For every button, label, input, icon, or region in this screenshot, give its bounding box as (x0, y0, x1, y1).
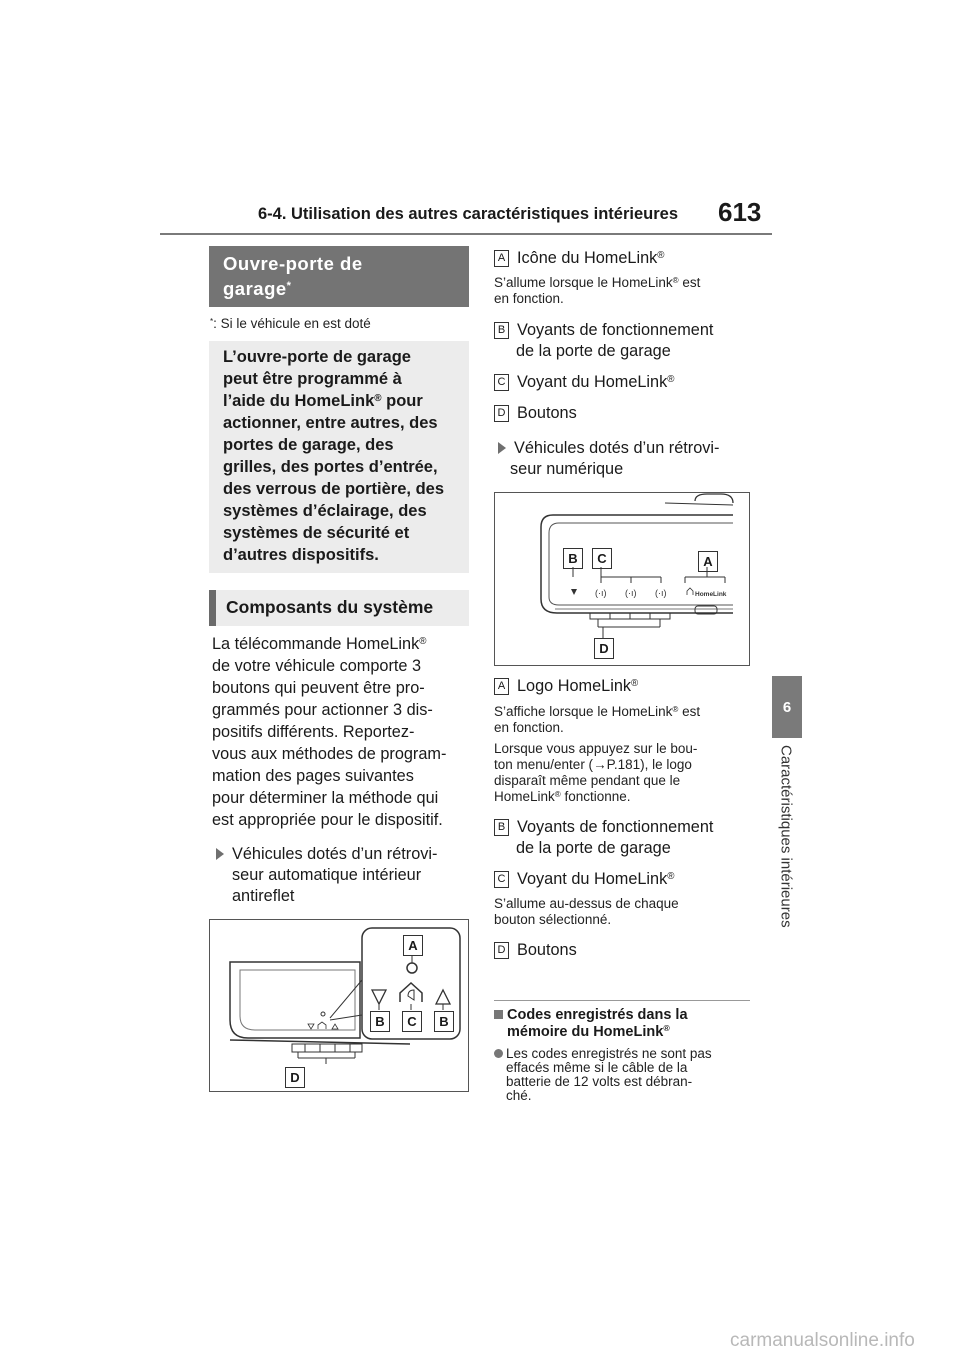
note-line: ché. (506, 1088, 532, 1103)
desc-part: Lorsque vous appuyez sur le bou- (494, 741, 698, 756)
legend-item-b (494, 320, 750, 362)
note-text: Les codes enregistrés ne sont pas (506, 1046, 712, 1061)
desc-part: en fonction. (494, 291, 564, 306)
registered-mark: ® (657, 249, 665, 261)
svg-text:(·ı): (·ı) (595, 588, 607, 598)
section-title-text (223, 253, 363, 299)
legend-item-c (494, 869, 750, 890)
subhead-line: antireflet (232, 887, 295, 905)
body-line-part: La télécommande HomeLink (212, 635, 420, 653)
body-line: de votre véhicule comporte 3 (212, 657, 422, 675)
svg-text:(·ı): (·ı) (625, 588, 637, 598)
figure-auto-dimming-mirror (209, 919, 469, 1092)
section-title-garage-door (209, 246, 469, 307)
legend-desc (494, 741, 750, 805)
section-title-line2: garage (223, 278, 287, 299)
subhead-text: Véhicules dotés d’un rétrovi- (514, 439, 720, 457)
registered-mark: ® (631, 677, 639, 689)
desc-part: P.181), le logo (606, 757, 692, 772)
legend-label: Icône du HomeLink (517, 249, 658, 267)
square-bullet-icon (494, 1010, 503, 1019)
legend-item-c (494, 372, 750, 393)
intro-line: d’autres dispositifs. (223, 546, 379, 564)
letter-badge: B (494, 322, 509, 339)
body-line: vous aux méthodes de program- (212, 745, 447, 763)
intro-line: actionner, entre autres, des (223, 414, 438, 432)
desc-part: disparaît même pendant que le (494, 773, 681, 788)
intro-box (209, 341, 469, 573)
triangle-bullet-icon (216, 848, 224, 860)
legend-item-a (494, 676, 750, 697)
body-line: mation des pages suivantes (212, 767, 414, 785)
digital-mirror-illustration (495, 493, 749, 665)
legend-item-d (494, 403, 750, 424)
intro-line-part: pour (381, 392, 423, 410)
chapter-tab: 6 (772, 676, 802, 738)
desc-part: ton menu/enter ( (494, 757, 594, 772)
mirror-illustration (210, 920, 468, 1091)
letter-badge: D (494, 942, 509, 959)
legend-label: Voyant du HomeLink (517, 373, 668, 391)
body-line: pour déterminer la méthode qui (212, 789, 439, 807)
legend-label: Voyant du HomeLink (517, 870, 668, 888)
body-line: boutons qui peuvent être pro- (212, 679, 425, 697)
subhead-line: seur numérique (510, 460, 624, 478)
registered-mark: ® (374, 392, 382, 404)
chapter-label-text: Caractéristiques intérieures (777, 745, 795, 928)
letter-badge: C (494, 374, 509, 391)
subhead-digital-mirror (494, 438, 750, 480)
footnote (210, 316, 371, 331)
subhead-text: Véhicules dotés d’un rétrovi- (232, 845, 438, 863)
legend-label: Boutons (517, 941, 577, 959)
body-line: positifs différents. Reportez- (212, 723, 415, 741)
legend-list-1 (494, 248, 750, 480)
legend-item-a (494, 248, 750, 269)
intro-line: peut être programmé à (223, 370, 402, 388)
note-title-part: Codes enregistrés dans la (507, 1007, 688, 1023)
footnote-text: : Si le véhicule en est doté (213, 316, 371, 331)
callout-c: C (402, 1011, 422, 1032)
figure-digital-mirror (494, 492, 750, 666)
note-line: batterie de 12 volts est débran- (506, 1074, 693, 1089)
legend-desc (494, 704, 750, 736)
section-title-line1: Ouvre-porte de (223, 253, 363, 274)
svg-text:(·ı): (·ı) (655, 588, 667, 598)
desc-part: HomeLink (494, 789, 555, 804)
note-line (494, 1047, 754, 1061)
subhead-line (498, 438, 750, 459)
arrow-icon: → (593, 757, 607, 772)
note-divider (494, 1000, 750, 1001)
desc-part: bouton sélectionné. (494, 912, 612, 927)
section-title-sup: * (286, 279, 292, 292)
round-bullet-icon (494, 1049, 503, 1058)
intro-line (223, 390, 459, 412)
registered-mark: ® (667, 373, 675, 385)
desc-part: en fonction. (494, 720, 564, 735)
note-line: effacés même si le câble de la (506, 1060, 688, 1075)
callout-c: C (592, 548, 612, 569)
note-title (494, 1007, 754, 1041)
note-title-part: mémoire du HomeLink (507, 1024, 664, 1040)
subhead-line (216, 844, 470, 865)
note-section (494, 1007, 754, 1103)
header-title: 6-4. Utilisation des autres caractéristiques intérieures (258, 205, 679, 223)
legend-item-d (494, 940, 750, 961)
callout-b: B (563, 548, 583, 569)
page-number: 613 (718, 197, 762, 227)
registered-mark: ® (672, 275, 679, 285)
subhead-line: seur automatique intérieur (232, 866, 422, 884)
legend-list-2 (494, 676, 750, 961)
intro-line: grilles, des portes d’entrée, (223, 458, 438, 476)
letter-badge: A (494, 250, 509, 267)
components-body (212, 633, 470, 907)
desc-part: est (678, 275, 701, 290)
homelink-logo-text: HomeLink (695, 591, 727, 598)
letter-badge: A (494, 678, 509, 695)
footnote-mark: * (210, 316, 214, 326)
body-line: grammés pour actionner 3 dis- (212, 701, 433, 719)
subhead-auto-dimming (212, 844, 470, 907)
letter-badge: B (494, 819, 509, 836)
header-rule (160, 233, 772, 235)
legend-label: Voyants de fonctionnement (517, 818, 714, 836)
intro-line: systèmes d’éclairage, des (223, 502, 427, 520)
intro-line: systèmes de sécurité et (223, 524, 410, 542)
registered-mark: ® (554, 789, 561, 799)
callout-d: D (285, 1067, 305, 1088)
intro-line: portes de garage, des (223, 436, 394, 454)
triangle-bullet-icon (498, 442, 506, 454)
letter-badge: C (494, 871, 509, 888)
section-title-components: Composants du système (209, 590, 469, 626)
intro-line: des verrous de portière, des (223, 480, 445, 498)
legend-label: Boutons (517, 404, 577, 422)
legend-label: de la porte de garage (516, 342, 671, 360)
legend-item-b (494, 817, 750, 859)
letter-badge: D (494, 405, 509, 422)
registered-mark: ® (419, 635, 427, 647)
intro-line: L’ouvre-porte de garage (223, 348, 411, 366)
callout-a: A (698, 551, 718, 572)
intro-line-part: l’aide du HomeLink (223, 392, 375, 410)
desc-part: S’affiche lorsque le HomeLink (494, 704, 673, 719)
desc-part: fonctionne. (560, 789, 631, 804)
chapter-label (759, 745, 813, 955)
watermark: carmanualsonline.info (730, 1330, 915, 1351)
callout-d: D (594, 638, 614, 659)
note-bullet (494, 1047, 754, 1103)
registered-mark: ® (667, 870, 675, 882)
legend-desc (494, 275, 750, 307)
desc-part: est (678, 704, 701, 719)
desc-part: S’allume lorsque le HomeLink (494, 275, 673, 290)
legend-label: de la porte de garage (516, 839, 671, 857)
callout-b: B (434, 1011, 454, 1032)
legend-label: Logo HomeLink (517, 677, 632, 695)
body-line: est appropriée pour le dispositif. (212, 811, 443, 829)
legend-desc (494, 896, 750, 928)
callout-a: A (403, 935, 423, 956)
registered-mark: ® (663, 1023, 670, 1034)
registered-mark: ® (672, 704, 679, 714)
desc-part: S’allume au-dessus de chaque (494, 896, 679, 911)
callout-b: B (370, 1011, 390, 1032)
body-line (212, 633, 470, 655)
legend-label: Voyants de fonctionnement (517, 321, 714, 339)
